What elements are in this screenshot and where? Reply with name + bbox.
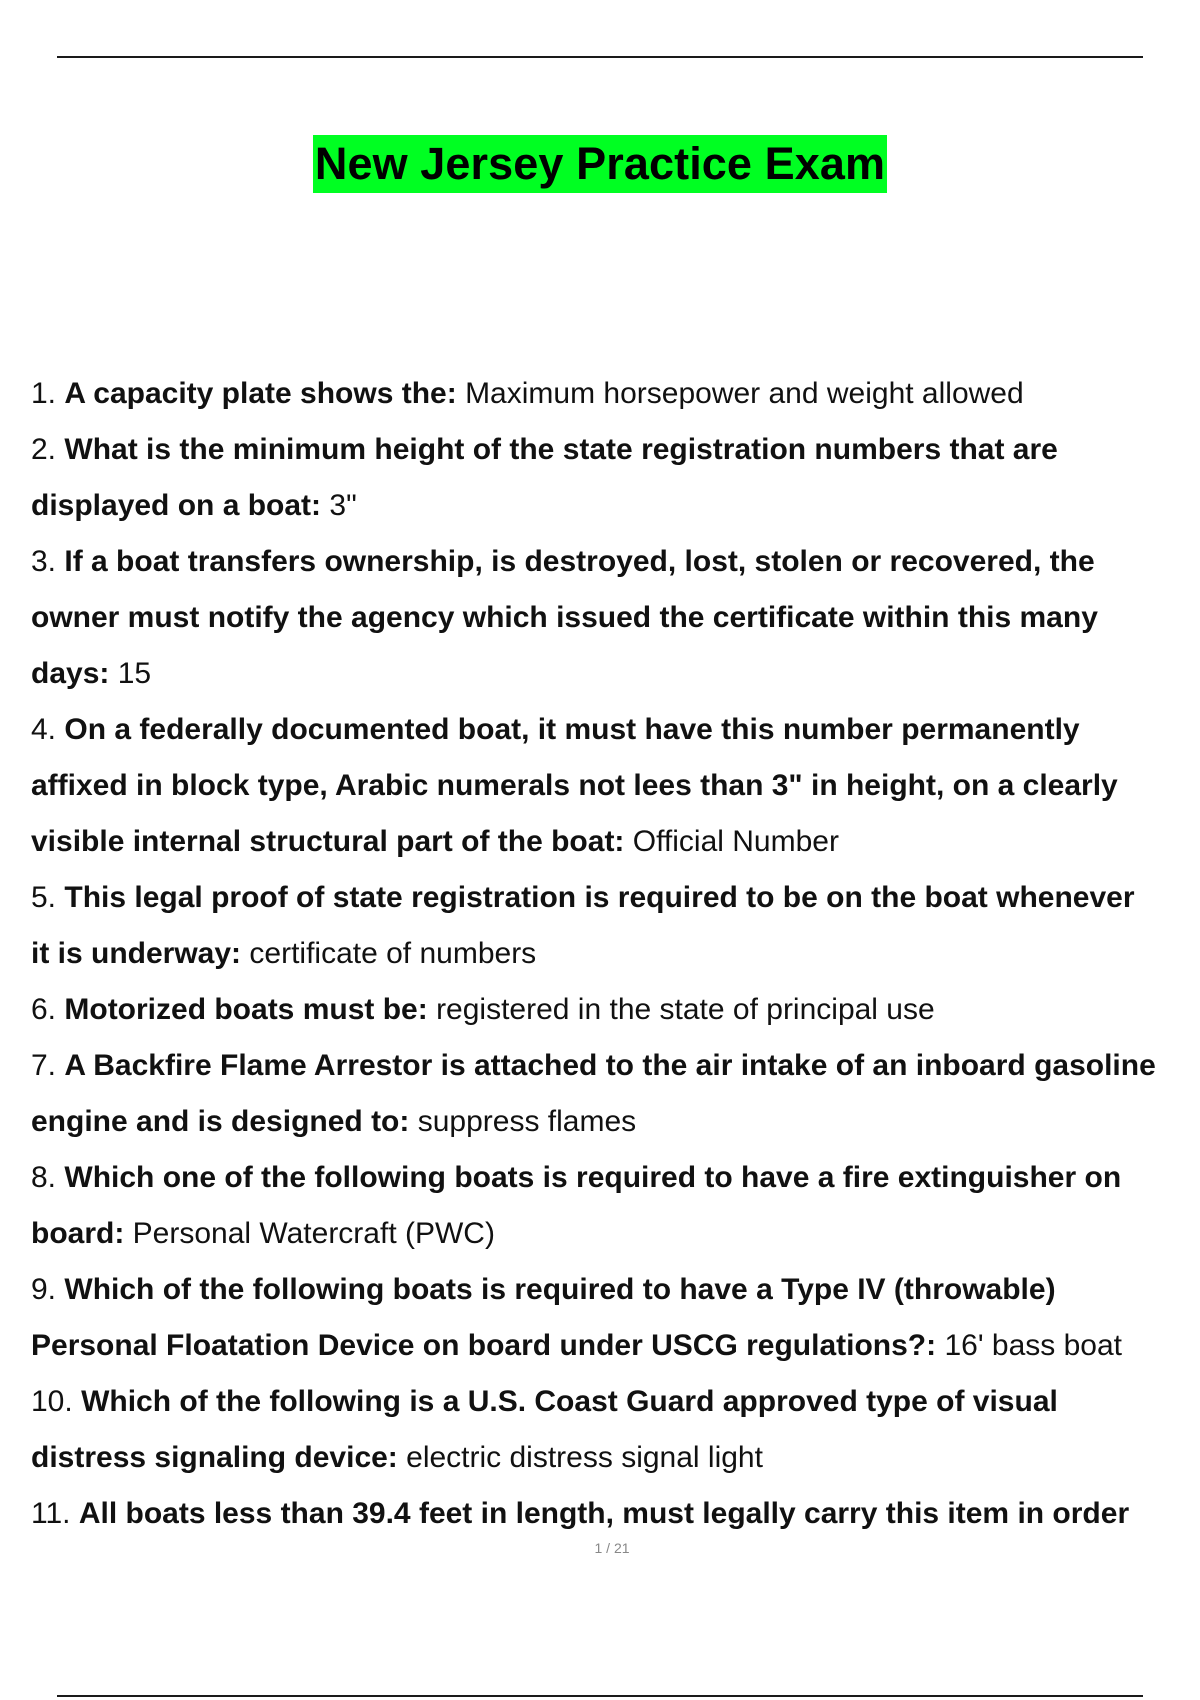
top-divider [57, 56, 1143, 58]
question-line [31, 1150, 1199, 1206]
question-text: it is underway: [31, 937, 242, 970]
question-text: distress signaling device: [31, 1441, 398, 1474]
question-line [31, 478, 1199, 534]
answer-text: 15 [117, 657, 152, 690]
question-number: 1. [31, 377, 57, 410]
question-text: Motorized boats must be: [64, 993, 428, 1026]
answer-text: electric distress signal light [406, 1441, 763, 1474]
question-line [31, 1038, 1199, 1094]
question-list [31, 366, 1199, 1542]
page-indicator: 1 / 21 [594, 1540, 630, 1556]
answer-text: suppress flames [417, 1105, 637, 1138]
question-line [31, 814, 1199, 870]
question-line [31, 366, 1199, 422]
question-number: 6. [31, 993, 57, 1026]
question-number: 3. [31, 545, 57, 578]
question-line [31, 534, 1199, 590]
question-text: Which one of the following boats is required to have a fire extinguisher on [64, 1161, 1122, 1194]
answer-text: Personal Watercraft (PWC) [132, 1217, 495, 1250]
question-text: days: [31, 657, 110, 690]
answer-text: certificate of numbers [249, 937, 537, 970]
question-line [31, 1486, 1199, 1542]
question-text: A capacity plate shows the: [64, 377, 457, 410]
question-line [31, 758, 1199, 814]
question-text: If a boat transfers ownership, is destroyed, lost, stolen or recovered, the [64, 545, 1095, 578]
question-line [31, 1206, 1199, 1262]
question-line [31, 1262, 1199, 1318]
answer-text: Maximum horsepower and weight allowed [465, 377, 1024, 410]
question-number: 2. [31, 433, 57, 466]
question-text: All boats less than 39.4 feet in length, must legally carry this item in order [78, 1497, 1130, 1530]
question-text: affixed in block type, Arabic numerals not lees than 3" in height, on a clearly [31, 769, 1118, 802]
answer-text: Official Number [632, 825, 839, 858]
question-text: board: [31, 1217, 125, 1250]
question-text: Which of the following boats is required to have a Type IV (throwable) [64, 1273, 1056, 1306]
question-text: Personal Floatation Device on board under USCG regulations?: [31, 1329, 937, 1362]
question-text: visible internal structural part of the boat: [31, 825, 625, 858]
answer-text: 16' bass boat [944, 1329, 1123, 1362]
question-number: 11. [31, 1497, 71, 1530]
question-number: 8. [31, 1161, 57, 1194]
question-text: displayed on a boat: [31, 489, 322, 522]
question-line [31, 422, 1199, 478]
question-line [31, 1094, 1199, 1150]
question-text: On a federally documented boat, it must have this number permanently [64, 713, 1080, 746]
page-title: New Jersey Practice Exam [313, 135, 887, 193]
question-text: A Backfire Flame Arrestor is attached to the air intake of an inboard gasoline [64, 1049, 1156, 1082]
answer-text: registered in the state of principal use [436, 993, 935, 1026]
bottom-divider [57, 1695, 1143, 1697]
question-number: 4. [31, 713, 57, 746]
question-number: 9. [31, 1273, 57, 1306]
answer-text: 3" [329, 489, 357, 522]
title-container [0, 135, 1200, 193]
question-line [31, 1318, 1199, 1374]
question-line [31, 926, 1199, 982]
question-number: 5. [31, 881, 57, 914]
question-text: owner must notify the agency which issued the certificate within this many [31, 601, 1098, 634]
question-line [31, 982, 1199, 1038]
question-line [31, 702, 1199, 758]
question-line [31, 1430, 1199, 1486]
question-text: engine and is designed to: [31, 1105, 410, 1138]
question-line [31, 870, 1199, 926]
question-text: What is the minimum height of the state registration numbers that are [64, 433, 1058, 466]
question-line [31, 590, 1199, 646]
question-number: 7. [31, 1049, 57, 1082]
question-line [31, 646, 1199, 702]
question-text: This legal proof of state registration is required to be on the boat whenever [64, 881, 1135, 914]
question-text: Which of the following is a U.S. Coast Guard approved type of visual [81, 1385, 1058, 1418]
question-line [31, 1374, 1199, 1430]
question-number: 10. [31, 1385, 73, 1418]
